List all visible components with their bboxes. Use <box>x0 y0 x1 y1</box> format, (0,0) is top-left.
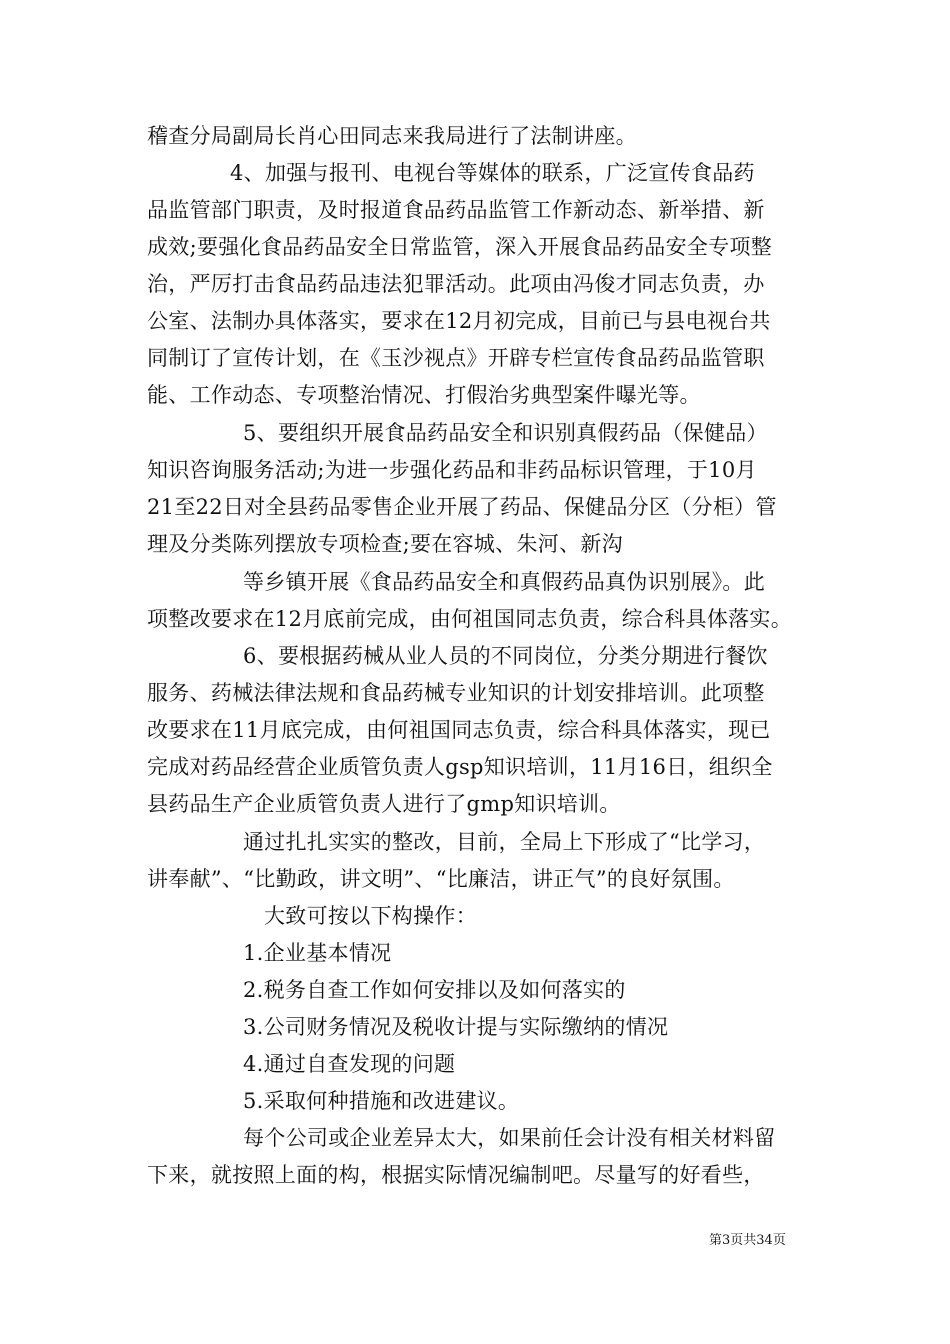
text-line: 品监管部门职责，及时报道食品药品监管工作新动态、新举措、新 <box>147 198 765 222</box>
text-line: 项整改要求在12月底前完成，由何祖国同志负责，综合科具体落实。 <box>147 607 793 631</box>
text-line: 讲奉献”、“比勤政，讲文明”、“比廉洁，讲正气”的良好氛围。 <box>147 867 735 891</box>
text-line: 每个公司或企业差异太大，如果前任会计没有相关材料留 <box>243 1126 776 1150</box>
text-line: 县药品生产企业质管负责人进行了gmp知识培训。 <box>147 792 621 816</box>
text-line: 6、要根据药械从业人员的不同岗位，分类分期进行餐饮 <box>243 644 768 668</box>
page-footer: 第3页共34页 <box>709 1233 786 1248</box>
text-line: 大致可按以下构操作： <box>264 904 477 928</box>
text-line: 完成对药品经营企业质管负责人gsp知识培训，11月16日，组织全 <box>147 755 773 779</box>
text-line: 成效;要强化食品药品安全日常监管，深入开展食品药品安全专项整 <box>147 235 773 259</box>
text-line: 21至22日对全县药品零售企业开展了药品、保健品分区（分柜）管 <box>147 495 777 519</box>
text-line: 4、加强与报刊、电视台等媒体的联系，广泛宣传食品药 <box>230 161 755 185</box>
text-line: 下来，就按照上面的构，根据实际情况编制吧。尽量写的好看些， <box>147 1163 765 1187</box>
list-item: 5.采取何种措施和改进建议。 <box>243 1089 520 1113</box>
text-line: 改要求在11月底完成，由何祖国同志负责，综合科具体落实，现已 <box>147 718 771 742</box>
text-line: 理及分类陈列摆放专项检查;要在容城、朱河、新沟 <box>147 532 623 556</box>
text-line: 治，严厉打击食品药品违法犯罪活动。此项由冯俊才同志负责，办 <box>147 272 765 296</box>
text-line: 服务、药械法律法规和食品药械专业知识的计划安排培训。此项整 <box>147 681 765 705</box>
text-line: 公室、法制办具体落实，要求在12月初完成，目前已与县电视台共 <box>147 309 771 333</box>
text-line: 同制订了宣传计划，在《玉沙视点》开辟专栏宣传食品药品监管职 <box>147 346 765 370</box>
text-line: 稽查分局副局长肖心田同志来我局进行了法制讲座。 <box>147 124 637 148</box>
text-line: 5、要组织开展食品药品安全和识别真假药品（保健品） <box>243 421 768 445</box>
list-item: 3.公司财务情况及税收计提与实际缴纳的情况 <box>243 1015 669 1039</box>
text-line: 通过扎扎实实的整改，目前，全局上下形成了“比学习， <box>243 830 766 854</box>
list-item: 2.税务自查工作如何安排以及如何落实的 <box>243 978 626 1002</box>
text-line: 能、工作动态、专项整治情况、打假治劣典型案件曝光等。 <box>147 383 701 407</box>
list-item: 4.通过自查发现的问题 <box>243 1052 456 1076</box>
text-line: 等乡镇开展《食品药品安全和真假药品真伪识别展》。此 <box>243 570 765 594</box>
text-line: 知识咨询服务活动;为进一步强化药品和非药品标识管理，于10月 <box>147 458 757 482</box>
list-item: 1.企业基本情况 <box>243 941 392 965</box>
